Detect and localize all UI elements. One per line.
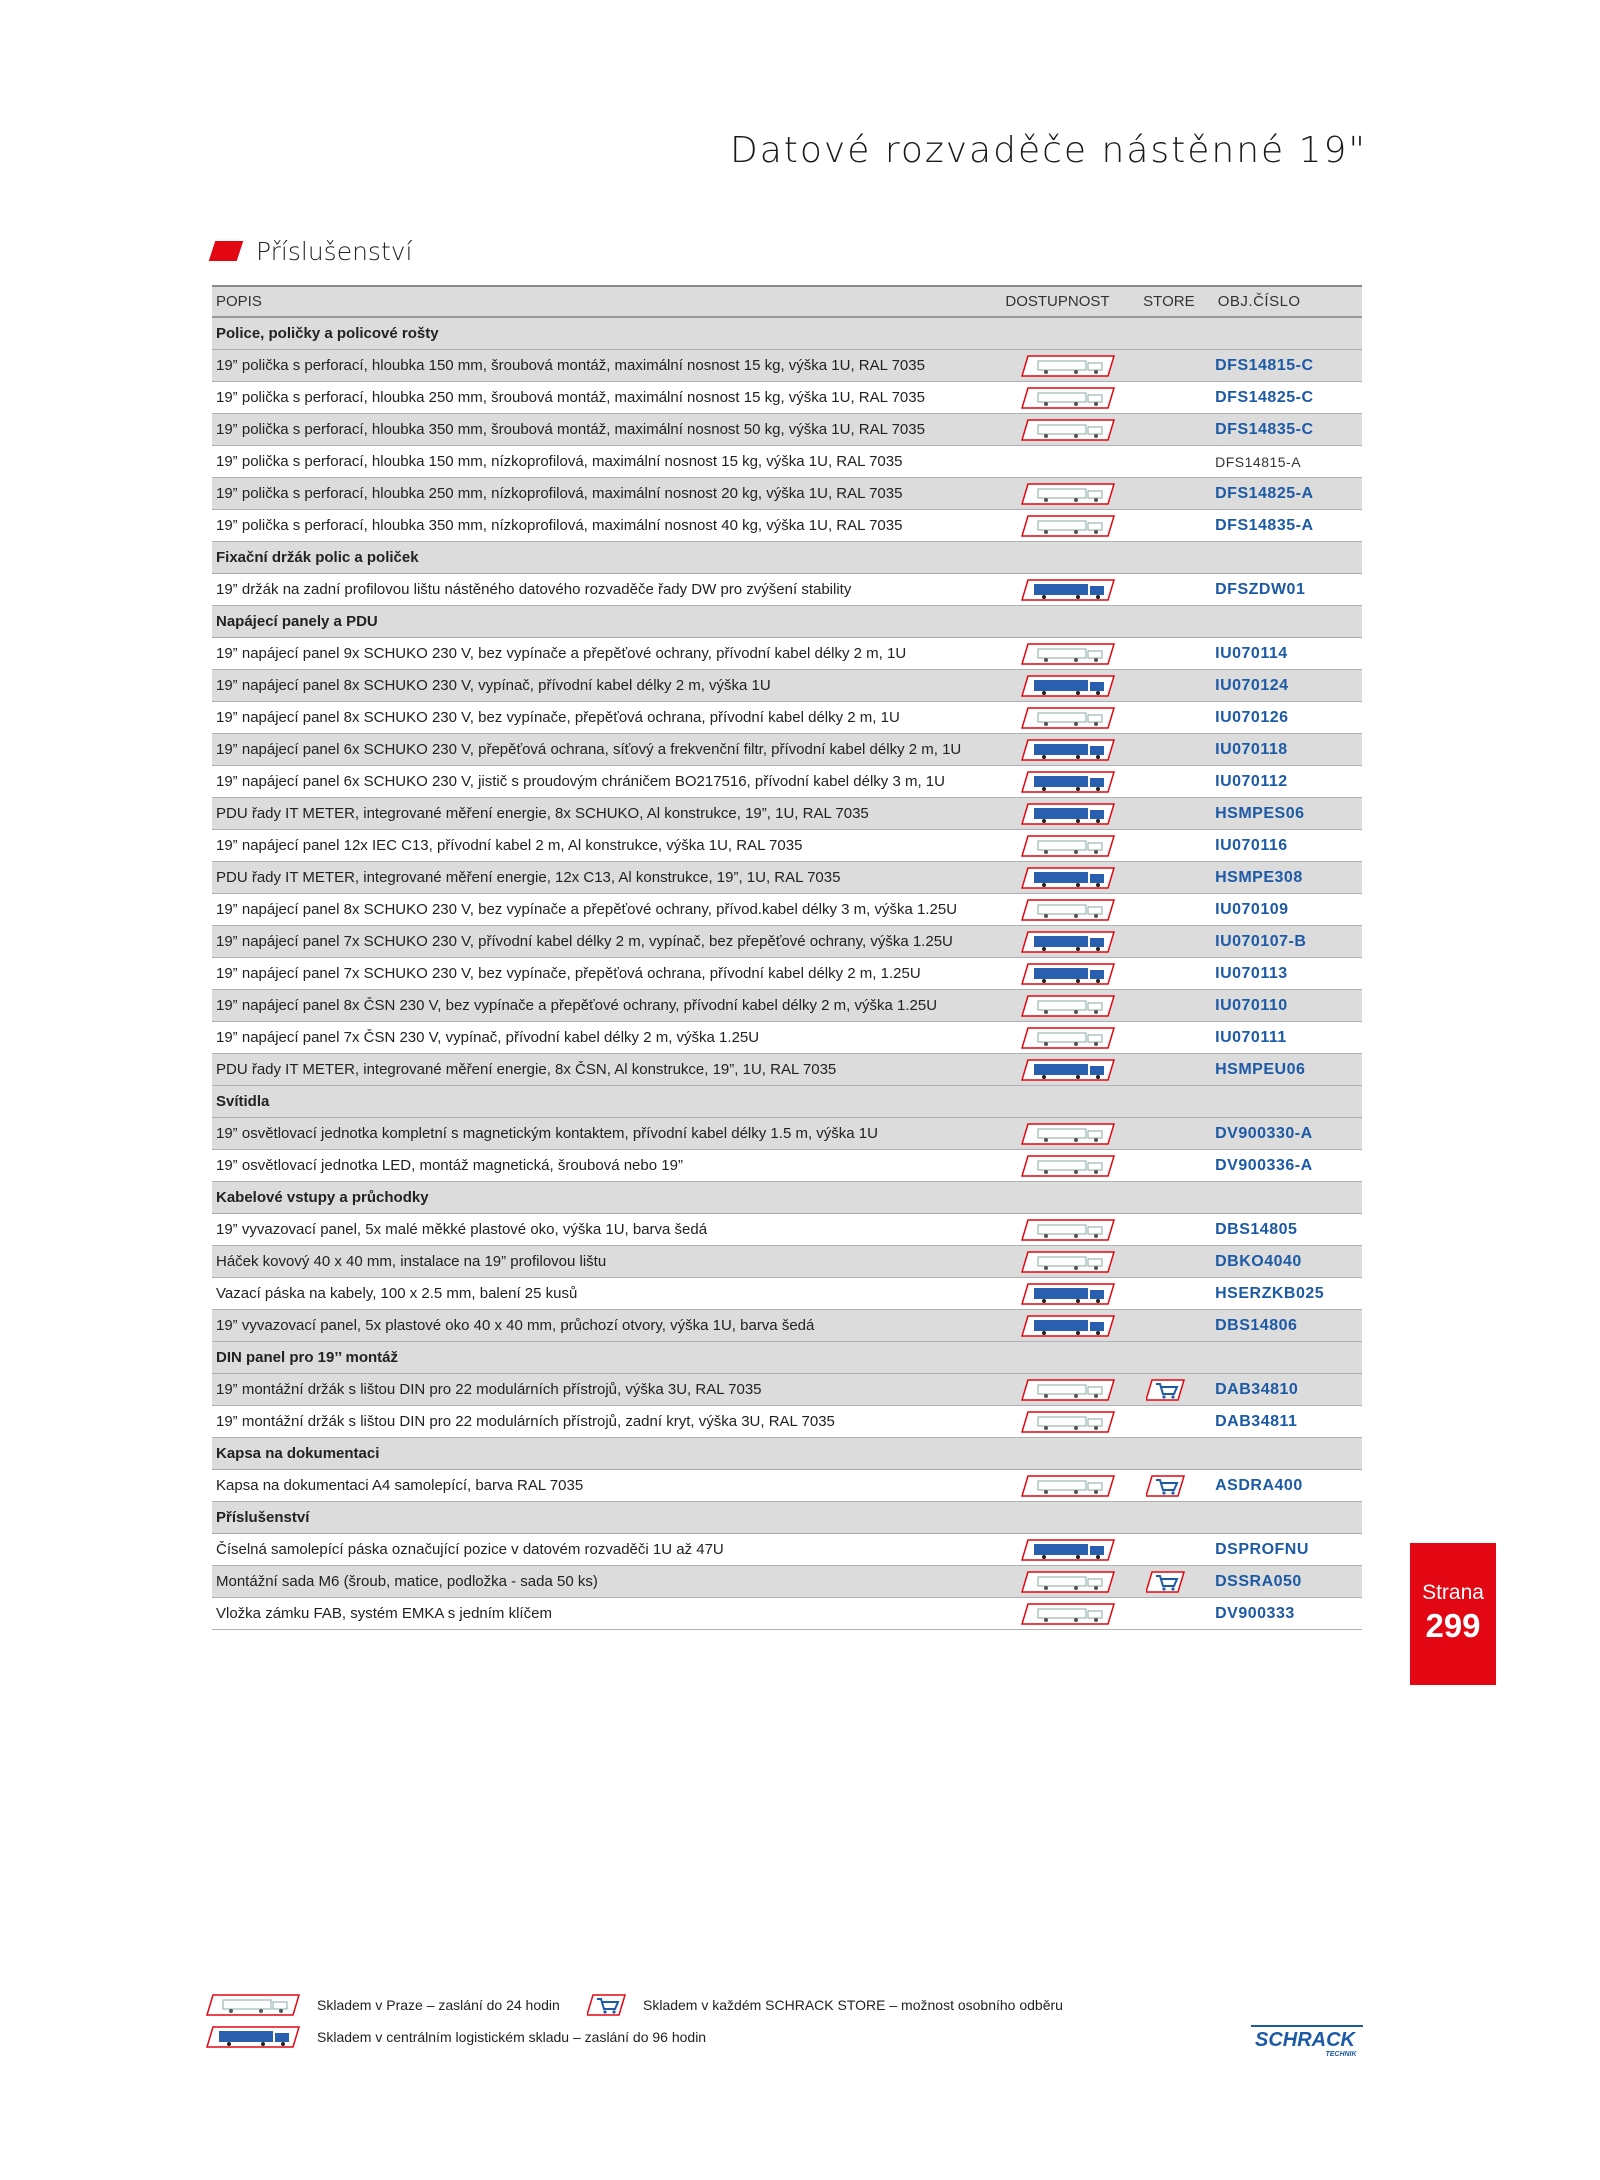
truck-white-icon bbox=[1020, 1250, 1116, 1274]
row-description: 19” držák na zadní profilovou lištu nástěného datového rozvaděče řady DW pro zvýšení stability bbox=[216, 581, 852, 598]
availability-cell bbox=[999, 1474, 1136, 1498]
truck-blue-icon bbox=[1020, 738, 1116, 762]
order-code[interactable]: DAB34810 bbox=[1215, 1380, 1299, 1398]
row-description: 19” vyvazovací panel, 5x malé měkké plastové oko, výška 1U, barva šedá bbox=[216, 1221, 708, 1238]
row-description: PDU řady IT METER, integrované měření energie, 12x C13, Al konstrukce, 19”, 1U, RAL 7035 bbox=[216, 869, 841, 886]
table-row bbox=[212, 1566, 1362, 1598]
group-title: Kabelové vstupy a průchodky bbox=[216, 1189, 429, 1206]
order-code[interactable]: DFS14835-A bbox=[1215, 516, 1314, 534]
store-cell bbox=[1136, 1474, 1195, 1498]
row-description: 19” polička s perforací, hloubka 150 mm, šroubová montáž, maximální nosnost 15 kg, výška 1U, RAL 7035 bbox=[216, 357, 925, 374]
table-row bbox=[212, 1406, 1362, 1438]
order-code[interactable]: DBKO4040 bbox=[1215, 1252, 1302, 1270]
order-code[interactable]: IU070118 bbox=[1215, 740, 1288, 758]
row-description: Vložka zámku FAB, systém EMKA s jedním klíčem bbox=[216, 1605, 552, 1622]
group-title: Police, poličky a policové rošty bbox=[216, 325, 439, 342]
availability-cell bbox=[999, 1410, 1136, 1434]
truck-white-icon bbox=[1020, 354, 1116, 378]
header-store: STORE bbox=[1143, 293, 1195, 310]
header-desc: POPIS bbox=[216, 293, 262, 310]
table-header bbox=[212, 285, 1362, 318]
availability-cell bbox=[999, 1058, 1136, 1082]
availability-cell bbox=[999, 962, 1136, 986]
order-code[interactable]: DSPROFNU bbox=[1215, 1540, 1309, 1558]
order-code[interactable]: IU070116 bbox=[1215, 836, 1288, 854]
row-description: 19” osvětlovací jednotka LED, montáž magnetická, šroubová nebo 19” bbox=[216, 1157, 683, 1174]
group-header bbox=[212, 1342, 1362, 1374]
order-code[interactable]: HSMPEU06 bbox=[1215, 1060, 1306, 1078]
availability-cell bbox=[999, 1218, 1136, 1242]
availability-cell bbox=[999, 1570, 1136, 1594]
row-description: 19” polička s perforací, hloubka 250 mm, šroubová montáž, maximální nosnost 15 kg, výška 1U, RAL 7035 bbox=[216, 389, 925, 406]
truck-white-icon bbox=[1020, 1122, 1116, 1146]
legend-central-text: Skladem v centrálním logistickém skladu – zaslání do 96 hodin bbox=[317, 2029, 707, 2045]
table-row bbox=[212, 670, 1362, 702]
truck-blue-icon bbox=[1020, 1058, 1116, 1082]
section-header bbox=[212, 236, 413, 266]
availability-cell bbox=[999, 1250, 1136, 1274]
legend-central bbox=[205, 2025, 706, 2049]
legend-prague-text: Skladem v Praze – zaslání do 24 hodin bbox=[317, 1997, 560, 2013]
group-header bbox=[212, 606, 1362, 638]
section-title: Příslušenství bbox=[256, 236, 413, 266]
row-description: Háček kovový 40 x 40 mm, instalace na 19” profilovou lištu bbox=[216, 1253, 607, 1270]
table-row bbox=[212, 926, 1362, 958]
row-description: Kapsa na dokumentaci A4 samolepící, barva RAL 7035 bbox=[216, 1477, 584, 1494]
truck-white-icon bbox=[1020, 1026, 1116, 1050]
table-row bbox=[212, 702, 1362, 734]
product-table bbox=[212, 285, 1362, 1630]
truck-blue-icon bbox=[1020, 962, 1116, 986]
group-header bbox=[212, 1438, 1362, 1470]
page-title: Datové rozvaděče nástěnné 19" bbox=[730, 130, 1367, 171]
row-description: 19” polička s perforací, hloubka 250 mm, nízkoprofilová, maximální nosnost 20 kg, výška 1U, RAL 7035 bbox=[216, 485, 903, 502]
availability-cell bbox=[999, 1282, 1136, 1306]
table-row bbox=[212, 894, 1362, 926]
availability-cell bbox=[999, 386, 1136, 410]
truck-blue-icon bbox=[205, 2025, 301, 2049]
availability-cell bbox=[999, 418, 1136, 442]
order-code[interactable]: HSMPES06 bbox=[1215, 804, 1305, 822]
group-title: Fixační držák polic a poliček bbox=[216, 549, 419, 566]
order-code[interactable]: DBS14806 bbox=[1215, 1316, 1298, 1334]
availability-cell bbox=[999, 578, 1136, 602]
table-row bbox=[212, 446, 1362, 478]
group-title: Svítidla bbox=[216, 1093, 270, 1110]
order-code[interactable]: ASDRA400 bbox=[1215, 1476, 1303, 1494]
truck-white-icon bbox=[1020, 834, 1116, 858]
table-row bbox=[212, 1598, 1362, 1630]
table-row bbox=[212, 734, 1362, 766]
group-title: Kapsa na dokumentaci bbox=[216, 1445, 380, 1462]
table-row bbox=[212, 478, 1362, 510]
order-code[interactable]: DFS14825-C bbox=[1215, 388, 1314, 406]
table-row bbox=[212, 1022, 1362, 1054]
availability-cell bbox=[999, 930, 1136, 954]
group-header bbox=[212, 1502, 1362, 1534]
row-description: 19” osvětlovací jednotka kompletní s magnetickým kontaktem, přívodní kabel délky 1.5 m, výška 1U bbox=[216, 1125, 878, 1142]
truck-white-icon bbox=[1020, 482, 1116, 506]
truck-blue-icon bbox=[1020, 1538, 1116, 1562]
truck-white-icon bbox=[1020, 1378, 1116, 1402]
order-code[interactable]: IU070126 bbox=[1215, 708, 1289, 726]
row-description: 19” napájecí panel 9x SCHUKO 230 V, bez vypínače a přepěťové ochrany, přívodní kabel délky 2 m, 1U bbox=[216, 645, 907, 662]
availability-cell bbox=[999, 898, 1136, 922]
schrack-logo bbox=[1245, 2022, 1365, 2067]
table-row bbox=[212, 798, 1362, 830]
truck-white-icon bbox=[1020, 1410, 1116, 1434]
table-row bbox=[212, 1150, 1362, 1182]
group-header bbox=[212, 542, 1362, 574]
truck-blue-icon bbox=[1020, 578, 1116, 602]
svg-text:SCHRACK: SCHRACK bbox=[1255, 2029, 1355, 2051]
row-description: 19” napájecí panel 8x SCHUKO 230 V, bez vypínače a přepěťové ochrany, přívod.kabel délky 3 m, výška 1.25U bbox=[216, 901, 958, 918]
truck-white-icon bbox=[1020, 386, 1116, 410]
header-code: OBJ.ČÍSLO bbox=[1217, 293, 1301, 310]
truck-white-icon bbox=[1020, 994, 1116, 1018]
truck-white-icon bbox=[205, 1993, 301, 2017]
row-description: 19” vyvazovací panel, 5x plastové oko 40 x 40 mm, průchozí otvory, výška 1U, barva šedá bbox=[216, 1317, 815, 1334]
order-code[interactable]: DFS14835-C bbox=[1215, 420, 1314, 438]
row-description: 19” polička s perforací, hloubka 350 mm, nízkoprofilová, maximální nosnost 40 kg, výška 1U, RAL 7035 bbox=[216, 517, 903, 534]
row-description: 19” napájecí panel 8x SCHUKO 230 V, bez vypínače, přepěťová ochrana, přívodní kabel délky 2 m, 1U bbox=[216, 709, 900, 726]
table-row bbox=[212, 510, 1362, 542]
availability-cell bbox=[999, 834, 1136, 858]
table-row bbox=[212, 1246, 1362, 1278]
truck-white-icon bbox=[1020, 706, 1116, 730]
availability-cell bbox=[999, 770, 1136, 794]
table-row bbox=[212, 1054, 1362, 1086]
legend-store bbox=[587, 1993, 1063, 2017]
row-description: Vazací páska na kabely, 100 x 2.5 mm, balení 25 kusů bbox=[216, 1285, 578, 1302]
table-row bbox=[212, 766, 1362, 798]
group-title: Příslušenství bbox=[216, 1509, 310, 1526]
table-row bbox=[212, 1310, 1362, 1342]
truck-white-icon bbox=[1020, 642, 1116, 666]
order-code[interactable]: HSMPE308 bbox=[1215, 868, 1303, 886]
availability-cell bbox=[999, 1538, 1136, 1562]
truck-blue-icon bbox=[1020, 802, 1116, 826]
availability-cell bbox=[999, 1122, 1136, 1146]
order-code[interactable]: IU070113 bbox=[1215, 964, 1288, 982]
cart-icon bbox=[1146, 1378, 1186, 1402]
order-code[interactable]: DFS14815-A bbox=[1215, 453, 1302, 470]
row-description: 19” napájecí panel 7x ČSN 230 V, vypínač, přívodní kabel délky 2 m, výška 1.25U bbox=[216, 1029, 760, 1046]
row-description: 19” polička s perforací, hloubka 150 mm, nízkoprofilová, maximální nosnost 15 kg, výška 1U, RAL 7035 bbox=[216, 453, 903, 470]
row-description: 19” napájecí panel 8x SCHUKO 230 V, vypínač, přívodní kabel délky 2 m, výška 1U bbox=[216, 677, 771, 694]
order-code[interactable]: IU070109 bbox=[1215, 900, 1289, 918]
availability-cell bbox=[999, 1378, 1136, 1402]
availability-cell bbox=[999, 1602, 1136, 1626]
availability-cell bbox=[999, 1026, 1136, 1050]
table-row bbox=[212, 574, 1362, 606]
cart-icon bbox=[1146, 1570, 1186, 1594]
truck-blue-icon bbox=[1020, 1282, 1116, 1306]
cart-icon bbox=[1146, 1474, 1186, 1498]
group-header bbox=[212, 318, 1362, 350]
truck-white-icon bbox=[1020, 898, 1116, 922]
order-code[interactable]: DBS14805 bbox=[1215, 1220, 1298, 1238]
order-code[interactable]: DV900336-A bbox=[1215, 1156, 1313, 1174]
order-code[interactable]: IU070112 bbox=[1215, 772, 1288, 790]
truck-white-icon bbox=[1020, 1474, 1116, 1498]
truck-white-icon bbox=[1020, 1154, 1116, 1178]
store-cell bbox=[1136, 1570, 1195, 1594]
table-row bbox=[212, 382, 1362, 414]
order-code[interactable]: IU070124 bbox=[1215, 676, 1289, 694]
page-tab-label: Strana bbox=[1422, 1581, 1484, 1604]
row-description: 19” napájecí panel 12x IEC C13, přívodní kabel 2 m, Al konstrukce, výška 1U, RAL 7035 bbox=[216, 837, 803, 854]
row-description: Číselná samolepící páska označující pozice v datovém rozvaděči 1U až 47U bbox=[216, 1541, 724, 1558]
store-cell bbox=[1136, 1378, 1195, 1402]
truck-blue-icon bbox=[1020, 674, 1116, 698]
row-description: 19” montážní držák s lištou DIN pro 22 modulárních přístrojů, výška 3U, RAL 7035 bbox=[216, 1381, 762, 1398]
table-row bbox=[212, 1470, 1362, 1502]
row-description: 19” napájecí panel 7x SCHUKO 230 V, bez vypínače, přepěťová ochrana, přívodní kabel délky 2 m, 1.25U bbox=[216, 965, 921, 982]
availability-cell bbox=[999, 738, 1136, 762]
order-code[interactable]: DAB34811 bbox=[1215, 1412, 1298, 1430]
availability-cell bbox=[999, 802, 1136, 826]
group-title: Napájecí panely a PDU bbox=[216, 613, 378, 630]
truck-blue-icon bbox=[1020, 770, 1116, 794]
section-marker bbox=[209, 241, 243, 261]
legend-store-text: Skladem v každém SCHRACK STORE – možnost osobního odběru bbox=[643, 1997, 1063, 2013]
table-row bbox=[212, 958, 1362, 990]
truck-white-icon bbox=[1020, 1218, 1116, 1242]
availability-cell bbox=[999, 642, 1136, 666]
row-description: PDU řady IT METER, integrované měření energie, 8x ČSN, Al konstrukce, 19”, 1U, RAL 7035 bbox=[216, 1061, 837, 1078]
row-description: PDU řady IT METER, integrované měření energie, 8x SCHUKO, Al konstrukce, 19”, 1U, RAL 7035 bbox=[216, 805, 869, 822]
row-description: Montážní sada M6 (šroub, matice, podložka - sada 50 ks) bbox=[216, 1573, 598, 1590]
table-row bbox=[212, 1534, 1362, 1566]
table-row bbox=[212, 350, 1362, 382]
table-row bbox=[212, 862, 1362, 894]
row-description: 19” polička s perforací, hloubka 350 mm, šroubová montáž, maximální nosnost 50 kg, výška 1U, RAL 7035 bbox=[216, 421, 925, 438]
truck-white-icon bbox=[1020, 1570, 1116, 1594]
truck-blue-icon bbox=[1020, 866, 1116, 890]
table-row bbox=[212, 1118, 1362, 1150]
header-availability: DOSTUPNOST bbox=[1005, 293, 1110, 310]
table-row bbox=[212, 414, 1362, 446]
order-code[interactable]: DV900333 bbox=[1215, 1604, 1295, 1622]
row-description: 19” napájecí panel 6x SCHUKO 230 V, přepěťová ochrana, síťový a frekvenční filtr, přívodní kabel délky 2 m, 1U bbox=[216, 741, 962, 758]
group-title: DIN panel pro 19’’ montáž bbox=[216, 1349, 398, 1366]
row-description: 19” napájecí panel 7x SCHUKO 230 V, přívodní kabel délky 2 m, vypínač, bez přepěťové ochrany, výška 1.25U bbox=[216, 933, 953, 950]
availability-cell bbox=[999, 354, 1136, 378]
page-tab bbox=[1410, 1543, 1496, 1685]
table-row bbox=[212, 1214, 1362, 1246]
legend-prague bbox=[205, 1993, 560, 2017]
order-code[interactable]: DFSZDW01 bbox=[1215, 580, 1306, 598]
availability-cell bbox=[999, 866, 1136, 890]
table-body bbox=[212, 318, 1362, 1630]
availability-cell bbox=[999, 1154, 1136, 1178]
order-code[interactable]: IU070110 bbox=[1215, 996, 1288, 1014]
availability-cell bbox=[999, 674, 1136, 698]
page-number: 299 bbox=[1425, 1607, 1481, 1644]
availability-cell bbox=[999, 1314, 1136, 1338]
order-code[interactable]: DSSRA050 bbox=[1215, 1572, 1302, 1590]
order-code[interactable]: IU070111 bbox=[1215, 1028, 1287, 1046]
table-row bbox=[212, 990, 1362, 1022]
order-code[interactable]: HSERZKB025 bbox=[1215, 1284, 1325, 1302]
group-header bbox=[212, 1182, 1362, 1214]
truck-white-icon bbox=[1020, 514, 1116, 538]
availability-cell bbox=[999, 706, 1136, 730]
order-code[interactable]: DFS14815-C bbox=[1215, 356, 1314, 374]
row-description: 19” montážní držák s lištou DIN pro 22 modulárních přístrojů, zadní kryt, výška 3U, RAL 7035 bbox=[216, 1413, 835, 1430]
truck-white-icon bbox=[1020, 418, 1116, 442]
truck-white-icon bbox=[1020, 1602, 1116, 1626]
cart-icon bbox=[587, 1993, 627, 2017]
order-code[interactable]: DFS14825-A bbox=[1215, 484, 1314, 502]
truck-blue-icon bbox=[1020, 1314, 1116, 1338]
truck-blue-icon bbox=[1020, 930, 1116, 954]
table-row bbox=[212, 830, 1362, 862]
order-code[interactable]: IU070114 bbox=[1215, 644, 1288, 662]
row-description: 19” napájecí panel 8x ČSN 230 V, bez vypínače a přepěťové ochrany, přívodní kabel délky 2 m, výška 1.25U bbox=[216, 997, 938, 1014]
table-row bbox=[212, 638, 1362, 670]
table-row bbox=[212, 1278, 1362, 1310]
row-description: 19” napájecí panel 6x SCHUKO 230 V, jistič s proudovým chráničem BO217516, přívodní kabel délky 3 m, 1U bbox=[216, 773, 945, 790]
availability-cell bbox=[999, 994, 1136, 1018]
svg-text:TECHNIK: TECHNIK bbox=[1325, 2051, 1357, 2058]
availability-cell bbox=[999, 514, 1136, 538]
availability-cell bbox=[999, 482, 1136, 506]
table-row bbox=[212, 1374, 1362, 1406]
group-header bbox=[212, 1086, 1362, 1118]
order-code[interactable]: DV900330-A bbox=[1215, 1124, 1313, 1142]
order-code[interactable]: IU070107-B bbox=[1215, 932, 1307, 950]
